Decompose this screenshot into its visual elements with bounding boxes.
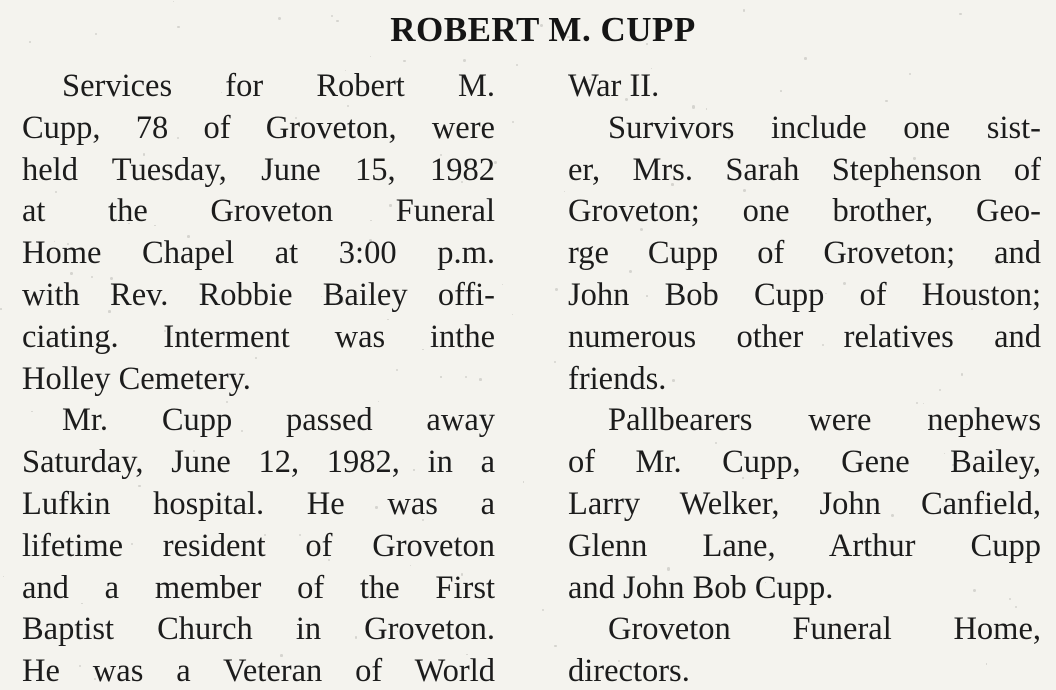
text-line: Cupp, 78 of Groveton, were [22,109,495,146]
text-line: and a member of the First [22,569,495,606]
text-line: er, Mrs. Sarah Stephenson of [568,151,1041,188]
text-line: Services for Robert M. [62,68,495,104]
text-line: Groveton Funeral Home, [608,611,1041,648]
text-line: Larry Welker, John Canfield, [568,485,1041,522]
text-line: ciating. Interment was inthe [22,318,495,355]
text-line: with Rev. Robbie Bailey offi- [22,276,495,313]
text-line: friends. [568,360,667,397]
text-line: at the Groveton Funeral [22,193,495,230]
text-line: Mr. Cupp passed away [62,402,495,439]
text-line: Glenn Lane, Arthur Cupp [568,527,1041,564]
text-line: numerous other relatives and [568,318,1041,355]
text-line: Groveton; one brother, Geo- [568,193,1041,230]
left-text-column [22,66,495,690]
text-line: John Bob Cupp of Houston; [568,276,1041,313]
text-line: rge Cupp of Groveton; and [568,235,1041,272]
obituary-headline: ROBERT M. CUPP [390,10,696,49]
text-line: War II. [568,68,660,104]
text-line: Pallbearers were nephews [608,402,1041,439]
text-line: of Mr. Cupp, Gene Bailey, [568,444,1041,481]
text-line: and John Bob Cupp. [568,569,834,606]
text-line: Holley Cemetery. [22,360,251,397]
text-line: Lufkin hospital. He was a [22,485,495,522]
text-line: Survivors include one sist- [608,109,1041,146]
text-line: lifetime resident of Groveton [22,527,495,564]
text-line: held Tuesday, June 15, 1982 [22,151,495,188]
right-text-column [568,66,1041,690]
text-line: Home Chapel at 3:00 p.m. [22,235,495,272]
text-line: directors. [568,653,690,690]
text-line: Saturday, June 12, 1982, in a [22,444,495,481]
text-line: Baptist Church in Groveton. [22,611,495,648]
text-line: He was a Veteran of World [22,653,495,690]
